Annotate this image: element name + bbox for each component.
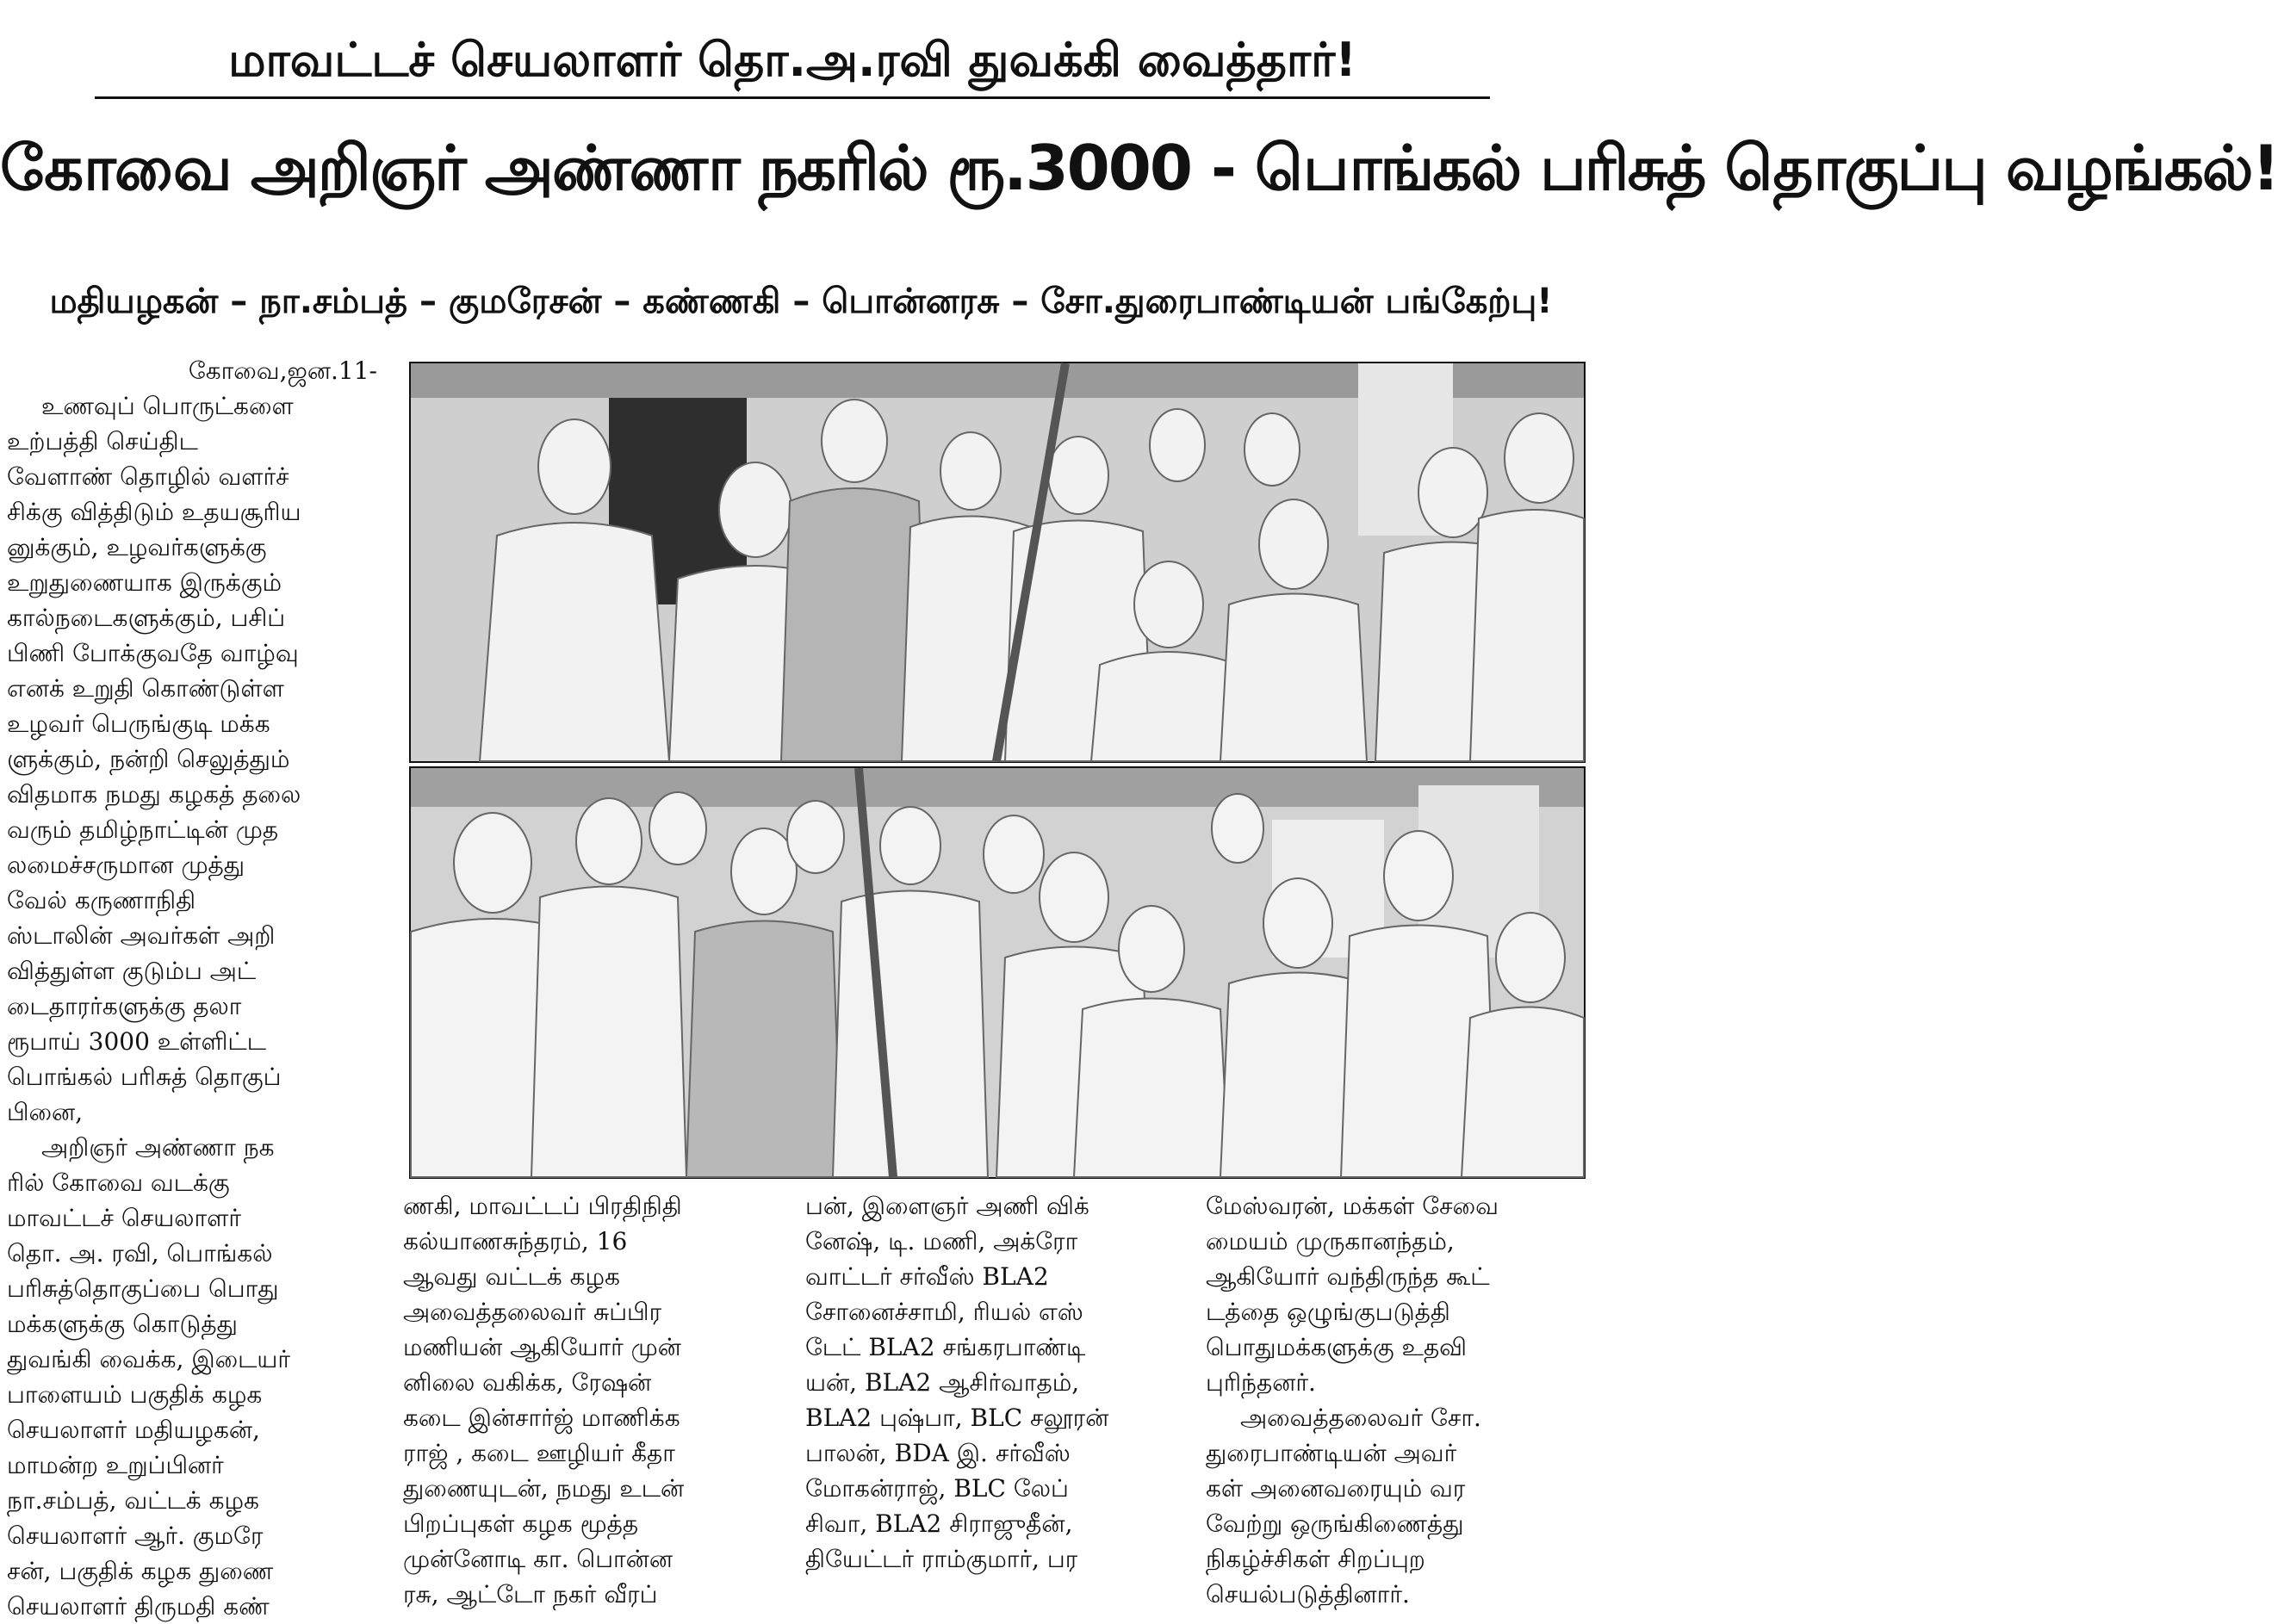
article-line: ரசு, ஆட்டோ நகர் வீரப் [403, 1580, 658, 1609]
article-line: ரூபாய் 3000 உள்ளிட்ட [7, 1027, 266, 1056]
article-line: மணியன் ஆகியோர் முன் [403, 1333, 681, 1361]
article-line: டேட் BLA2 சங்கரபாண்டி [805, 1333, 1086, 1361]
article-line: அவைத்தலைவர் சோ. [1240, 1404, 1481, 1432]
article-line: நிகழ்ச்சிகள் சிறப்புற [1206, 1545, 1425, 1573]
article-line: வேல் கருணாநிதி [7, 886, 196, 914]
article-line: டத்தை ஒழுங்குபடுத்தி [1206, 1298, 1450, 1326]
event-photo-bottom [409, 766, 1586, 1179]
article-line: செயலாளர் திருமதி கண் [7, 1592, 270, 1621]
article-line: வேற்று ஒருங்கிணைத்து [1206, 1509, 1464, 1538]
article-line: ளுக்கும், நன்றி செலுத்தும் [7, 745, 290, 773]
article-line: பன், இளைஞர் அணி விக் [805, 1192, 1089, 1220]
article-line: பாலன், BDA இ. சர்வீஸ் [805, 1439, 1071, 1467]
article-line: வரும் தமிழ்நாட்டின் முத [7, 815, 279, 844]
article-line: விதமாக நமது கழகத் தலை [7, 780, 301, 809]
article-line: துவங்கி வைக்க, இடையர் [7, 1345, 291, 1373]
article-line: நா.சம்பத், வட்டக் கழக [7, 1486, 259, 1515]
article-line: செயலாளர் ஆர். குமரே [7, 1522, 264, 1550]
article-line: பொதுமக்களுக்கு உதவி [1206, 1333, 1468, 1361]
participants-subhead: மதியழகன் – நா.சம்பத் – குமரேசன் – கண்ணகி – பொன்னரசு – சோ.துரைபாண்டியன் பங்கேற்பு! [49, 282, 1553, 321]
article-line: உறுதுணையாக இருக்கும் [7, 568, 282, 597]
article-column-1 [7, 353, 377, 1624]
article-line: செயல்படுத்தினார். [1206, 1580, 1410, 1609]
article-line: ஆவது வட்டக் கழக [403, 1262, 620, 1291]
article-line: தியேட்டர் ராம்குமார், பர [805, 1545, 1078, 1573]
article-line: யன், BLA2 ஆசிர்வாதம், [805, 1368, 1080, 1397]
article-line: சோனைச்சாமி, ரியல் எஸ் [805, 1298, 1083, 1326]
article-line: துரைபாண்டியன் அவர் [1206, 1439, 1457, 1467]
article-line: புரிந்தனர். [1206, 1368, 1316, 1397]
article-column-2 [403, 1188, 782, 1612]
article-line: னிலை வகிக்க, ரேஷன் [403, 1368, 652, 1397]
article-line: பிறப்புகள் கழக மூத்த [403, 1509, 639, 1538]
article-line: எனக் உறுதி கொண்டுள்ள [7, 674, 284, 703]
article-line: பினை, [7, 1098, 84, 1126]
article-line: உற்பத்தி செய்திட [7, 427, 198, 456]
article-line: பரிசுத்தொகுப்பை பொது [7, 1274, 279, 1303]
article-line: ரில் கோவை வடக்கு [7, 1168, 230, 1197]
article-line: கல்யாணசுந்தரம், 16 [403, 1227, 628, 1255]
article-line: வேளாண் தொழில் வளர்ச் [7, 462, 289, 491]
article-column-4 [1206, 1188, 1585, 1612]
article-line: BLA2 புஷ்பா, BLC சலூரன் [805, 1404, 1109, 1432]
event-photo-top [409, 362, 1586, 763]
article-line: லமைச்சருமான முத்து [7, 851, 245, 879]
article-line: சிக்கு வித்திடும் உதயசூரிய [7, 498, 301, 526]
article-line: சன், பகுதிக் கழக துணை [7, 1557, 274, 1585]
article-line: டைதாரர்களுக்கு தலா [7, 992, 242, 1020]
article-line: அவைத்தலைவர் சுப்பிர [403, 1298, 662, 1326]
photo-people-receiving-gift-icon [411, 363, 1584, 761]
article-line: வித்துள்ள குடும்ப அட் [7, 957, 257, 985]
article-line: கள் அனைவரையும் வர [1206, 1474, 1466, 1503]
article-line: னுக்கும், உழவர்களுக்கு [7, 533, 267, 561]
article-line: ராஜ் , கடை ஊழியர் கீதா [403, 1439, 675, 1467]
article-line: ஸ்டாலின் அவர்கள் அறி [7, 921, 276, 950]
article-line: மாவட்டச் செயலாளர் [7, 1204, 242, 1232]
article-line: உணவுப் பொருட்களை [41, 392, 294, 420]
article-line: வாட்டர் சர்வீஸ் BLA2 [805, 1262, 1049, 1291]
dateline: கோவை,ஜன.11- [188, 356, 377, 385]
article-line: பாளையம் பகுதிக் கழக [7, 1380, 263, 1409]
article-line: மேஸ்வரன், மக்கள் சேவை [1206, 1192, 1499, 1220]
article-line: முன்னோடி கா. பொன்ன [403, 1545, 673, 1573]
article-line: மையம் முருகானந்தம், [1206, 1227, 1455, 1255]
photo-people-distribution-icon [411, 768, 1584, 1177]
article-line: கால்நடைகளுக்கும், பசிப் [7, 604, 286, 632]
article-line: அறிஞர் அண்ணா நக [41, 1133, 275, 1162]
article-line: மக்களுக்கு கொடுத்து [7, 1310, 238, 1338]
article-line: தொ. அ. ரவி, பொங்கல் [7, 1239, 273, 1268]
kicker-headline: மாவட்டச் செயலாளர் தொ.அ.ரவி துவக்கி வைத்தார்! [95, 24, 1490, 99]
article-line: மோகன்ராஜ், BLC லேப் [805, 1474, 1069, 1503]
article-line: துணையுடன், நமது உடன் [403, 1474, 685, 1503]
article-line: ஆகியோர் வந்திருந்த கூட் [1206, 1262, 1490, 1291]
article-line: மாமன்ற உறுப்பினர் [7, 1451, 224, 1479]
main-headline: கோவை அறிஞர் அண்ணா நகரில் ரூ.3000 - பொங்கல் பரிசுத் தொகுப்பு வழங்கல்! [0, 132, 2278, 204]
article-line: பிணி போக்குவதே வாழ்வு [7, 639, 299, 667]
article-line: சிவா, BLA2 சிராஜுதீன், [805, 1509, 1073, 1538]
article-line: ணகி, மாவட்டப் பிரதிநிதி [403, 1192, 682, 1220]
article-column-3 [805, 1188, 1184, 1577]
article-line: செயலாளர் மதியழகன், [7, 1416, 260, 1444]
article-line: உழவர் பெருங்குடி மக்க [7, 710, 270, 738]
article-line: கடை இன்சார்ஜ் மாணிக்க [403, 1404, 680, 1432]
article-line: பொங்கல் பரிசுத் தொகுப் [7, 1063, 282, 1091]
article-line: னேஷ், டி. மணி, அக்ரோ [805, 1227, 1078, 1255]
